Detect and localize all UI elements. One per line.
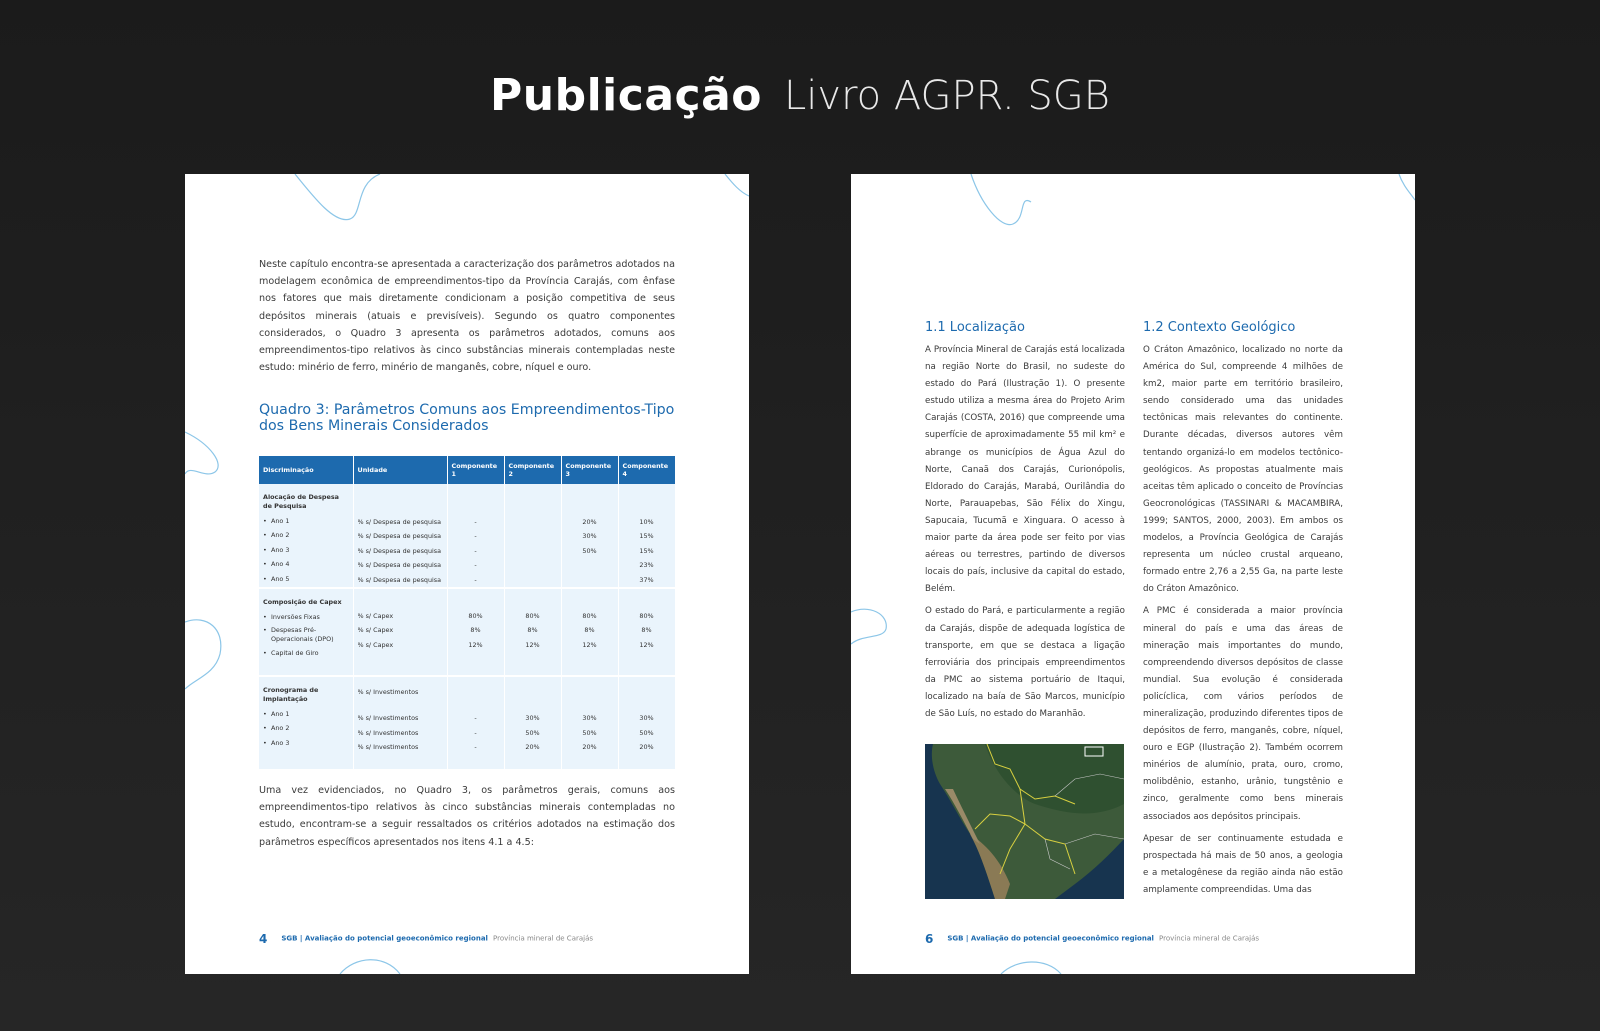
col-header: Componente 2: [504, 456, 561, 484]
col-header: Componente 4: [618, 456, 675, 484]
value-cell: 80%: [525, 612, 540, 620]
intro-paragraph: Neste capítulo encontra-se apresentada a caracterização dos parâmetros adotados na modelagem econômica de empreendimentos-tipo da Província Carajás, com ênfase nos fatores que mais diretamente condicionam a posição competitiva de seus depósitos minerais (atuais e previsíveis). Segundo os quatro componentes considerados, o Quadro 3 apresenta os parâmetros adotados, comuns aos empreendimentos-tipo relativos às cinco substâncias minerais contempladas neste estudo: minério de ferro, minério de manganês, cobre, níquel e ouro.: [259, 259, 675, 374]
value-cell: 10%: [639, 518, 654, 526]
value-cell: 12%: [582, 640, 597, 649]
value-cell: -: [474, 546, 477, 555]
value-cell: -: [474, 714, 477, 723]
table-row: [259, 484, 675, 588]
unit-cell: % s/ Investimentos: [357, 714, 419, 723]
parameters-table: [259, 456, 676, 771]
value-cell: [509, 573, 557, 587]
row-label: • Ano 1: [263, 514, 349, 528]
page-number: 4: [259, 931, 268, 946]
unit-cell: % s/ Despesa de pesquisa: [357, 575, 442, 584]
unit-cell: % s/ Investimentos: [357, 728, 419, 737]
value-cell: -: [474, 743, 477, 752]
value-cell: 20%: [582, 518, 597, 526]
value-cell: 50%: [582, 728, 597, 737]
value-cell: [566, 558, 614, 572]
table-row: [259, 676, 675, 770]
value-cell: [509, 529, 557, 543]
paragraph: A Província Mineral de Carajás está localizada na região Norte do Brasil, no sudeste do estado do Pará (Ilustração 1). O presente estudo utiliza a mesma área do Projeto Arim Carajás (COSTA, 2016) que compreende uma superfície de aproximadamente 55 mil km² e abrange os municípios de Água Azul do Norte, Canaã dos Carajás, Curionópolis, Eldorado do Carajás, Marabá, Ourilândia do Norte, Parauapebas, São Félix do Xingu, Sapucaia, Tucumã e Xinguara. O acesso à maior parte da área pode ser feito por vias aéreas ou terrestres, partindo de diversos locais do país, inclusive da capital do estado, Belém.: [925, 345, 1125, 595]
value-cell: -: [474, 561, 477, 570]
page-footer: [925, 928, 1260, 946]
row-label: • Ano 3: [263, 543, 349, 557]
header-title-bold: Publicação: [490, 70, 763, 121]
unit-cell: % s/ Investimentos: [357, 743, 419, 752]
col-header: Unidade: [353, 456, 447, 484]
page-footer: [259, 928, 594, 946]
value-cell: 80%: [468, 612, 483, 620]
unit-cell: % s/ Capex: [357, 640, 394, 649]
row-label: • Capital de Giro: [263, 646, 349, 660]
book-page-right: [851, 174, 1415, 974]
row-label: • Ano 3: [263, 736, 349, 750]
footer-sgb: SGB | Avaliação do potencial geoeconômico regional: [281, 934, 488, 943]
footer-province: Província mineral de Carajás: [493, 934, 594, 943]
value-cell: [566, 573, 614, 587]
map-image: [925, 744, 1124, 899]
value-cell: 50%: [639, 728, 654, 737]
column-right: [1143, 342, 1343, 904]
value-cell: -: [474, 575, 477, 584]
paragraph: O Cráton Amazônico, localizado no norte da América do Sul, compreende 4 milhões de km2, maior parte em território brasileiro, sendo considerado uma das unidades tectônicas mais relevantes do continente. Durante décadas, diversos autores vêm tentando organizá-lo em modelos tectônico-geológicos. As propostas atualmente mais aceitas têm aplicado o conceito de Províncias Geocronológicas (TASSINARI & MACAMBIRA, 1999; SANTOS, 2000, 2003). Em ambos os modelos, a Província Geológica de Carajás representa um núcleo crustal arqueano, formado entre 2,76 a 2,55 Ga, na parte leste do Cráton Amazônico.: [1143, 345, 1343, 595]
unit-cell: % s/ Capex: [357, 612, 394, 620]
row-label: • Ano 2: [263, 721, 349, 735]
value-cell: 80%: [582, 612, 597, 620]
value-cell: 8%: [641, 626, 652, 635]
value-cell: 8%: [527, 626, 538, 635]
value-cell: 30%: [525, 714, 540, 723]
value-cell: 30%: [582, 714, 597, 723]
value-cell: 8%: [470, 626, 481, 635]
unit-cell: % s/ Despesa de pesquisa: [357, 518, 442, 526]
value-cell: 20%: [582, 743, 597, 752]
value-cell: 37%: [639, 575, 654, 584]
unit-cell: % s/ Despesa de pesquisa: [357, 532, 442, 541]
footer-sgb: SGB | Avaliação do potencial geoeconômico regional: [947, 934, 1154, 943]
value-cell: -: [474, 728, 477, 737]
footer-province: Província mineral de Carajás: [1159, 934, 1260, 943]
value-cell: 30%: [639, 714, 654, 723]
unit-cell: % s/ Capex: [357, 626, 394, 635]
row-label: • Ano 1: [263, 707, 349, 721]
value-cell: 12%: [468, 640, 483, 649]
value-cell: 50%: [582, 546, 597, 555]
section-title-contexto-geologico: 1.2 Contexto Geológico: [1143, 320, 1296, 335]
paragraph: A PMC é considerada a maior província mineral do país e uma das áreas de mineração mais importantes do mundo, compreendendo diversos depósitos de classe mundial. Sua evolução é considerada policíclica, com vários períodos de mineralização, produzindo diferentes tipos de depósitos de ferro, manganês, cobre, níquel, ouro e EGP (Ilustração 2). Também ocorrem minérios de alumínio, prata, ouro, cromo, molibdênio, estanho, urânio, tungstênio e zinco, geralmente como bens minerais associados aos depósitos principais.: [1143, 606, 1343, 822]
col-header: Componente 3: [561, 456, 618, 484]
satellite-map: [925, 744, 1124, 899]
row-label: • Ano 2: [263, 528, 349, 542]
value-cell: 15%: [639, 532, 654, 541]
value-cell: [509, 558, 557, 572]
value-cell: 80%: [639, 612, 654, 620]
value-cell: 20%: [639, 743, 654, 752]
category-label: Alocação de Despesa de Pesquisa: [263, 493, 339, 510]
value-cell: [509, 515, 557, 529]
paragraph: Apesar de ser continuamente estudada e prospectada há mais de 50 anos, a geologia e a metalogênese da região ainda não estão amplamente compreendidas. Uma das: [1143, 833, 1343, 895]
row-label: • Ano 4: [263, 557, 349, 571]
value-cell: 20%: [525, 743, 540, 752]
section-title-localizacao: 1.1 Localização: [925, 320, 1025, 335]
value-cell: 12%: [525, 640, 540, 649]
paragraph: O estado do Pará, e particularmente a região da Carajás, dispõe de adequada logística de transporte, em que se destaca a ligação ferroviária dos principais empreendimentos da PMC ao sistema portuário de Itaqui, localizado na baía de São Marcos, município de São Luís, no estado do Maranhão.: [925, 606, 1125, 719]
row-label: • Inversões Fixas: [263, 610, 349, 624]
value-cell: 23%: [639, 561, 654, 570]
unit-header-cell: % s/ Investimentos: [357, 688, 419, 696]
page-header: [0, 70, 1600, 121]
table-header-row: [259, 456, 675, 484]
value-cell: -: [474, 532, 477, 541]
category-label: Composição de Capex: [263, 598, 342, 606]
page-number: 6: [925, 931, 934, 946]
category-label: Cronograma de Implantação: [263, 686, 319, 703]
value-cell: 15%: [639, 546, 654, 555]
unit-cell: % s/ Despesa de pesquisa: [357, 561, 442, 570]
value-cell: 50%: [525, 728, 540, 737]
unit-cell: % s/ Despesa de pesquisa: [357, 546, 442, 555]
col-header: Componente 1: [447, 456, 504, 484]
value-cell: -: [474, 518, 477, 526]
table-row: [259, 588, 675, 676]
after-table-paragraph: Uma vez evidenciados, no Quadro 3, os parâmetros gerais, comuns aos empreendimentos-tipo relativos às cinco substâncias minerais contempladas no estudo, encontram-se a seguir ressaltados os critérios adotados na estimação dos parâmetros específicos apresentados nos itens 4.1 a 4.5:: [259, 785, 675, 848]
value-cell: 30%: [582, 532, 597, 541]
header-title-light: Livro AGPR. SGB: [784, 72, 1110, 119]
col-header: Discriminação: [259, 456, 353, 484]
value-cell: 8%: [584, 626, 595, 635]
book-page-left: [185, 174, 749, 974]
row-label: • Ano 5: [263, 572, 349, 586]
value-cell: [509, 544, 557, 558]
column-left: [925, 342, 1125, 728]
quadro-title: Quadro 3: Parâmetros Comuns aos Empreendimentos-Tipo dos Bens Minerais Considerados: [259, 402, 675, 434]
value-cell: 12%: [639, 640, 654, 649]
row-label: • Despesas Pré-Operacionais (DPO): [263, 624, 349, 646]
